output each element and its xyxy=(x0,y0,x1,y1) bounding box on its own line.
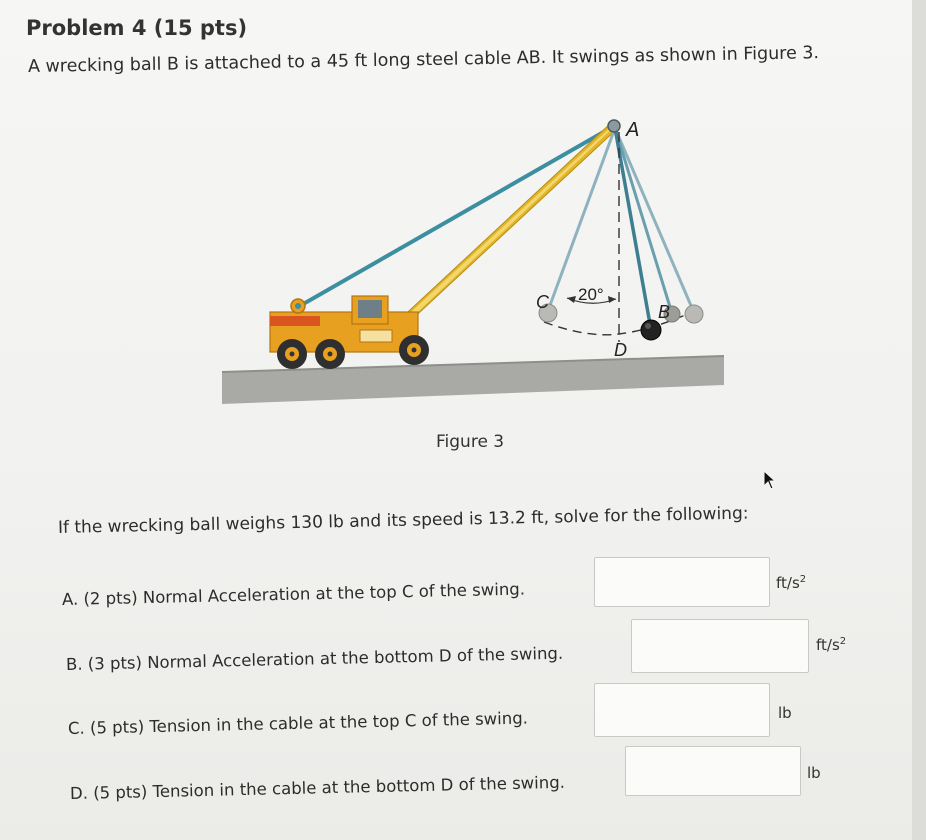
answer-b-input[interactable] xyxy=(631,619,809,673)
problem-title: Problem 4 (15 pts) xyxy=(26,16,248,40)
cable-position-right xyxy=(615,128,692,308)
pulley-A xyxy=(608,120,620,132)
answer-c-unit: lb xyxy=(778,704,792,722)
answer-b-unit: $ft/s^2$ xyxy=(816,636,847,654)
answer-a-unit: $ft/s^2$ xyxy=(776,574,807,592)
answer-d-input[interactable] xyxy=(625,746,801,796)
mouse-cursor-icon xyxy=(762,470,776,490)
crane-truck xyxy=(270,296,429,369)
label-A: A xyxy=(626,119,640,141)
question-c-label: C. (5 pts) Tension in the cable at the top C of the swing. xyxy=(67,708,529,738)
support-cable xyxy=(298,126,614,307)
ball-position-right xyxy=(685,305,703,323)
label-B: B xyxy=(658,302,671,322)
angle-label: 20° xyxy=(578,285,604,304)
problem-prompt: If the wrecking ball weighs 130 lb and its speed is 13.2 ft, solve for the following: xyxy=(57,503,749,538)
figure-3-crane xyxy=(222,110,728,406)
answer-c-input[interactable] xyxy=(594,683,770,737)
label-D: D xyxy=(614,340,627,360)
question-b-label: B. (3 pts) Normal Acceleration at the bottom D of the swing. xyxy=(65,643,564,674)
question-d-label: D. (5 pts) Tension in the cable at the bottom D of the swing. xyxy=(69,772,566,803)
label-C: C xyxy=(536,292,549,312)
wrecking-ball-B xyxy=(641,320,661,340)
screen-edge xyxy=(912,0,926,840)
question-a-label: A. (2 pts) Normal Acceleration at the top C of the swing. xyxy=(61,579,526,609)
figure-caption: Figure 3 xyxy=(436,432,505,452)
problem-intro: A wrecking ball B is attached to a 45 ft long steel cable AB. It swings as shown in Figure 3. xyxy=(27,43,820,77)
answer-d-unit: lb xyxy=(807,764,821,782)
answer-a-input[interactable] xyxy=(594,557,770,607)
